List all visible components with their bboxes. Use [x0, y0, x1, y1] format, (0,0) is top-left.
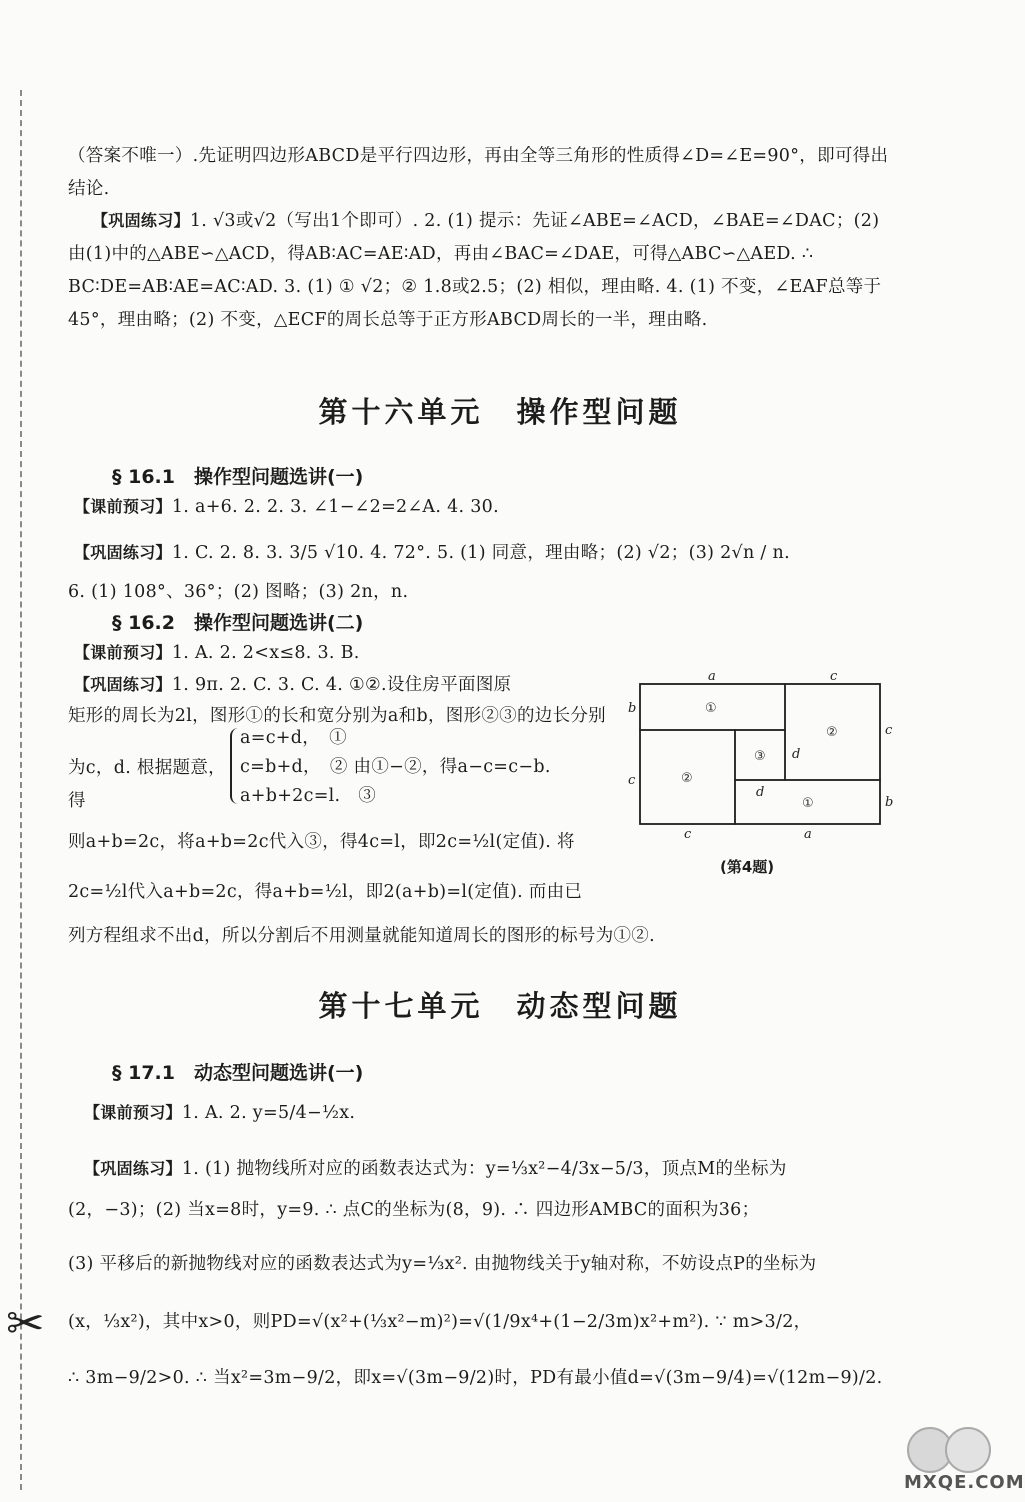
s16-2-line-4: 则a+b=2c，将a+b=2c代入③，得4c=l，即2c=½l(定值). 将 — [68, 832, 575, 852]
equation-system — [240, 724, 620, 811]
s17-1-consolidation — [84, 1152, 900, 1186]
s17-1-line-1: 1. (1) 抛物线所对应的函数表达式为：y=⅓x²−4/3x−5/3，顶点M的坐标为 — [181, 1159, 787, 1179]
tag-consolidation: 【巩固练习】 — [74, 543, 172, 562]
tag-preview: 【课前预习】 — [84, 1103, 182, 1122]
label-c-bottom: c — [684, 827, 692, 842]
label-d-bottom: d — [756, 785, 765, 800]
paragraph-answer: （答案不唯一）.先证明四边形ABCD是平行四边形，再由全等三角形的性质得∠D=∠E=90°，即可得出结论. — [68, 146, 889, 199]
rectangle-partition-figure — [628, 668, 898, 878]
s17-1-preview — [84, 1096, 916, 1130]
s17-1-preview-text: 1. A. 2. y=5/4−½x. — [181, 1103, 356, 1123]
circle-label-2-left: ② — [681, 771, 693, 786]
unit-16-title: 第十六单元 操作型问题 — [318, 395, 682, 429]
equation-1: a=c+d， ① — [240, 728, 347, 748]
figure-caption: (第4题) — [720, 858, 775, 876]
consolidation-text: 1. √3或√2（写出1个即可）. 2. (1) 提示：先证∠ABE=∠ACD，∠BAE=∠DAC；(2) 由(1)中的△ABE∽△ACD，得AB∶AC=AE∶AD，再由∠BAC=∠DAE，可得△ABC∽△AED. ∴ BC∶DE=AB∶AE=AC∶AD. 3. (1) ① √2；② 1.8或2.5；(2) 相似，理由略. 4. (1) 不变，∠EAF总等于45°，理由略；(2) 不变，△ECF的周长总等于正方形ABCD周长的一半，理由略. — [68, 211, 882, 330]
equation-2: c=b+d， ② 由①−②，得a−c=c−b. — [240, 757, 551, 777]
paragraph-consolidation — [68, 204, 900, 337]
circle-label-3: ③ — [754, 749, 766, 764]
tag-preview: 【课前预习】 — [74, 643, 172, 662]
circle-label-2-right: ② — [826, 725, 838, 740]
label-a-top: a — [708, 669, 716, 684]
s16-2-line-5: 2c=½l代入a+b=2c，得a+b=½l，即2(a+b)=l(定值). 而由已 — [68, 882, 583, 902]
circle-label-1-top: ① — [705, 701, 717, 716]
label-c-left: c — [628, 773, 636, 788]
s17-1-line-3: (3) 平移后的新抛物线对应的函数表达式为y=⅓x². 由抛物线关于y轴对称，不妨设点P的坐标为 — [68, 1254, 817, 1274]
s17-1-line-4: (x，⅓x²)，其中x>0，则PD=√(x²+(⅓x²−m)²)=√(1/9x⁴+(1−2/3m)x²+m²). ∵ m>3/2， — [68, 1312, 812, 1332]
label-b-left: b — [628, 701, 637, 716]
s16-1-preview — [74, 490, 906, 524]
label-d-middle: d — [792, 747, 801, 762]
circle-label-1-bottom: ① — [802, 796, 814, 811]
label-c-right: c — [885, 723, 893, 738]
s16-1-preview-text: 1. a+6. 2. 2. 3. ∠1−∠2=2∠A. 4. 30. — [171, 497, 499, 517]
s16-2-line-6: 列方程组求不出d，所以分割后不用测量就能知道周长的图形的标号为①②. — [68, 926, 655, 946]
s16-1-consolidation — [74, 536, 906, 570]
s16-2-preview-text: 1. A. 2. 2<x≤8. 3. B. — [171, 643, 360, 663]
s16-1-consolidation-2: 6. (1) 108°、36°；(2) 图略；(3) 2n，n. — [68, 582, 409, 602]
section-16-1-title: § 16.1 操作型问题选讲(一) — [112, 466, 364, 488]
label-a-bottom: a — [804, 827, 812, 842]
scissors-icon: ✂ — [6, 1296, 45, 1350]
label-c-top: c — [830, 669, 838, 684]
equation-3: a+b+2c=l. ③ — [240, 786, 377, 806]
s16-1-consolidation-text: 1. C. 2. 8. 3. 3/5 √10. 4. 72°. 5. (1) 同意，理由略；(2) √2；(3) 2√n / n. — [171, 543, 790, 563]
s16-2-line-2: 矩形的周长为2l，图形①的长和宽分别为a和b，图形②③的边长分别 — [68, 706, 606, 726]
s17-1-line-2: (2，−3)；(2) 当x=8时，y=9. ∴ 点C的坐标为(8，9). ∴ 四边形AMBC的面积为36； — [68, 1200, 760, 1220]
s16-2-consolidation — [74, 668, 614, 702]
cut-line — [20, 90, 22, 1490]
tag-consolidation: 【巩固练习】 — [74, 675, 172, 694]
s17-1-line-5: ∴ 3m−9/2>0. ∴ 当x²=3m−9/2，即x=√(3m−9/2)时，PD有最小值d=√(3m−9/4)=√(12m−9)/2. — [68, 1368, 883, 1388]
tag-consolidation: 【巩固练习】 — [92, 211, 190, 230]
section-16-2-title: § 16.2 操作型问题选讲(二) — [112, 612, 364, 634]
s16-2-preview — [74, 636, 906, 670]
label-b-right: b — [885, 795, 894, 810]
tag-consolidation: 【巩固练习】 — [84, 1159, 182, 1178]
watermark-text: MXQE.COM — [904, 1472, 1025, 1493]
tag-preview: 【课前预习】 — [74, 497, 172, 516]
s16-2-line-1: 1. 9π. 2. C. 3. C. 4. ①②.设住房平面图原 — [171, 675, 512, 695]
unit-17-title: 第十七单元 动态型问题 — [318, 989, 682, 1023]
section-17-1-title: § 17.1 动态型问题选讲(一) — [112, 1062, 364, 1084]
s16-2-line-3: 为c，d. 根据题意，得 — [68, 758, 226, 811]
